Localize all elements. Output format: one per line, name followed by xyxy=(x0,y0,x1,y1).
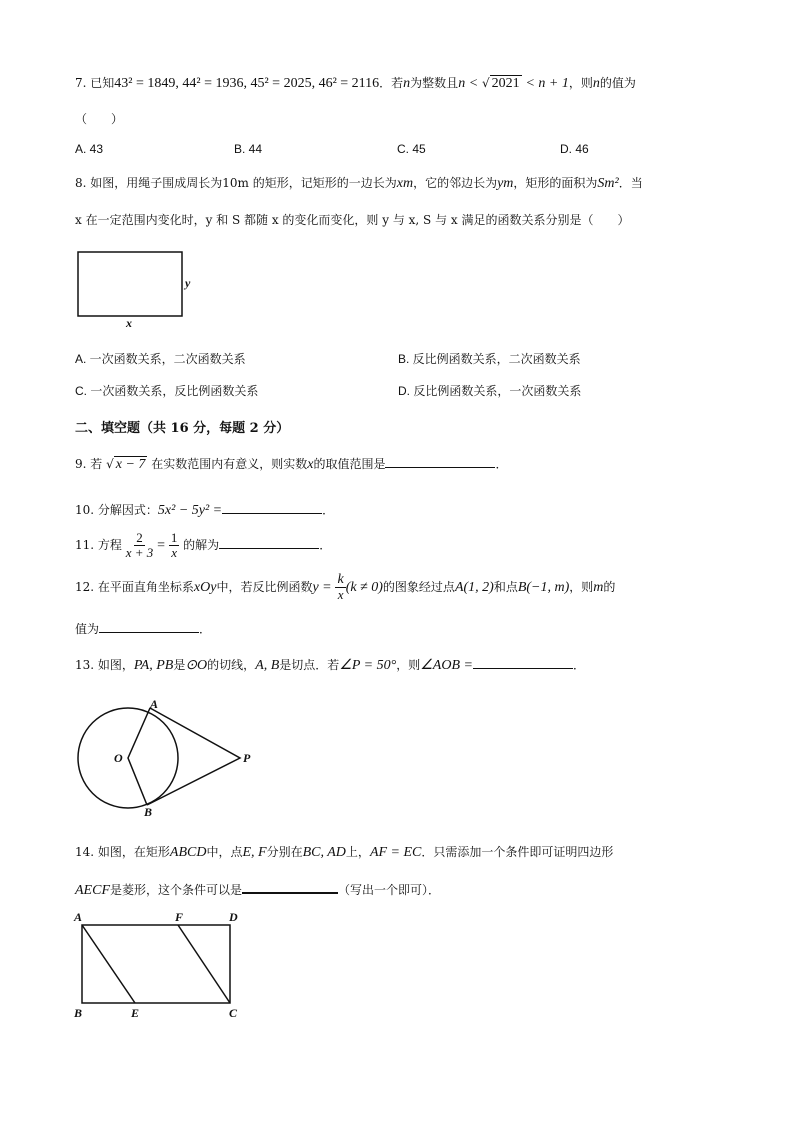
q8-text: 8. 如图，用绳子围成周长为10m 的矩形，记矩形的一边长为 xyxy=(75,176,397,190)
denominator: x xyxy=(337,587,344,602)
q12-text: 12. 在平面直角坐标系 xyxy=(75,580,194,594)
q14-text: 是菱形，这个条件可以是 xyxy=(110,883,243,897)
q7-option-b: B. 44 xyxy=(234,142,263,156)
question-13 xyxy=(75,656,585,674)
q14-text: （写出一个即可）． xyxy=(338,883,441,897)
q8-option-d: D. 反比例函数关系，一次函数关系 xyxy=(398,384,582,398)
q11-end: ． xyxy=(319,538,332,552)
q14-afec: AF = EC xyxy=(369,845,422,860)
denominator: x + 3 xyxy=(125,545,154,560)
q13-text: 13. 如图， xyxy=(75,658,134,672)
fig-label-a: A xyxy=(150,697,159,711)
circle-tangent-figure xyxy=(70,695,260,825)
q12-text: 和点 xyxy=(493,580,518,594)
q12-y: y = xyxy=(312,580,332,595)
fraction xyxy=(169,531,180,560)
question-12 xyxy=(75,573,615,602)
q13-angle: ∠P = 50° xyxy=(339,658,397,673)
point-b: B(−1, m) xyxy=(517,580,570,595)
q13-text: 是 xyxy=(173,658,186,672)
q9-text: 的取值范围是 xyxy=(313,457,386,471)
q9-var: x xyxy=(307,457,314,472)
fig-label-d: D xyxy=(229,910,238,924)
fig-label-c: C xyxy=(229,1006,238,1020)
answer-blank[interactable] xyxy=(385,455,495,468)
fig-label-a: A xyxy=(74,910,83,924)
point-a: A(1, 2) xyxy=(454,580,494,595)
answer-blank[interactable] xyxy=(473,656,573,669)
q8-option-c: C. 一次函数关系，反比例函数关系 xyxy=(75,384,259,398)
question-8-line2: x 在一定范围内变化时，y 和 S 都随 x 的变化而变化，则 y 与 x, S 与 x 满足的函数关系分别是（ ） xyxy=(75,213,630,227)
q12-end: ． xyxy=(199,622,212,636)
fraction xyxy=(126,531,154,560)
q7-var: n xyxy=(403,76,411,91)
q14-abcd: ABCD xyxy=(169,845,207,860)
q7-ineq: < n + 1 xyxy=(525,76,569,91)
q11-text: 11. 方程 xyxy=(75,538,122,552)
q11-text: 的解为 xyxy=(183,538,220,552)
numerator: k xyxy=(337,572,344,587)
q14-ef: E, F xyxy=(242,845,267,860)
answer-blank[interactable] xyxy=(242,880,338,894)
fig-label-e: E xyxy=(131,1006,140,1020)
equals: = xyxy=(157,538,166,553)
q7-number: 7. xyxy=(75,76,87,90)
q9-radicand: x − 7 xyxy=(115,457,146,472)
fig-label-b: B xyxy=(74,1006,83,1020)
numerator: 2 xyxy=(136,530,143,545)
q7-text: 为整数且 xyxy=(410,76,459,90)
q14-text: 中，点 xyxy=(206,845,243,859)
q13-circle: ⊙O xyxy=(185,658,208,673)
q12-text: 的 xyxy=(603,580,616,594)
question-11 xyxy=(75,531,331,560)
q10-text: 10. 分解因式： xyxy=(75,503,158,517)
q8-text: ，矩形的面积为 xyxy=(513,176,598,190)
q14-text: 上， xyxy=(345,845,370,859)
q7-text: 的值为 xyxy=(599,76,636,90)
q10-expr: 5x² − 5y² = xyxy=(157,503,223,518)
fig-label-o: O xyxy=(114,751,123,765)
q8-option-a: A. 一次函数关系，二次函数关系 xyxy=(75,352,246,366)
q13-end: ． xyxy=(572,658,585,672)
question-10 xyxy=(75,501,334,519)
question-14 xyxy=(75,843,613,861)
q12-text: ，则 xyxy=(569,580,594,594)
q9-text: 在实数范围内有意义，则实数 xyxy=(151,457,308,471)
q9-text: 9. 若 xyxy=(75,457,103,471)
question-8-line1 xyxy=(75,174,643,192)
q13-aob: ∠AOB = xyxy=(420,658,473,673)
answer-blank[interactable] xyxy=(99,620,199,633)
q12-text: 的图象经过点 xyxy=(382,580,455,594)
question-9: 9. 若 √ x − 7 在实数范围内有意义，则实数x的取值范围是 ． xyxy=(75,457,508,472)
q7-ineq: n < xyxy=(458,76,479,91)
q14-text: ．只需添加一个条件即可证明四边形 xyxy=(421,845,614,859)
q8-text: ．当 xyxy=(618,176,643,190)
q14-bcad: BC, AD xyxy=(302,845,346,860)
question-14-line2 xyxy=(75,880,440,899)
q14-aecf: AECF xyxy=(75,883,110,898)
question-7: 7. 已知43² = 1849, 44² = 1936, 45² = 2025, 46² = 2116．若n为整数且n < √ 2021 < n + 1，则n的值为 xyxy=(75,76,636,91)
rectangle-figure xyxy=(70,245,200,335)
q13-text: 的切线， xyxy=(207,658,256,672)
q8-xm: xm xyxy=(396,176,414,191)
numerator: 1 xyxy=(170,530,178,545)
fraction xyxy=(335,573,345,602)
rhombus-rectangle-figure xyxy=(75,918,240,1013)
q7-var: n xyxy=(592,76,600,91)
q13-text: ，则 xyxy=(396,658,421,672)
question-12-line2 xyxy=(75,620,211,637)
q10-end: ． xyxy=(322,503,335,517)
q8-sm: Sm² xyxy=(597,176,619,191)
q8-option-b: B. 反比例函数关系，二次函数关系 xyxy=(398,352,581,366)
denominator: x xyxy=(171,545,177,560)
q7-text: ．若 xyxy=(379,76,404,90)
q14-text: 14. 如图，在矩形 xyxy=(75,845,170,859)
answer-blank[interactable] xyxy=(222,501,322,514)
q12-text: 值为 xyxy=(75,622,100,636)
section-heading: 二、填空题（共 16 分，每题 2 分） xyxy=(75,421,290,436)
q13-pab: PA, PB xyxy=(133,658,174,673)
q14-text: 分别在 xyxy=(266,845,303,859)
q9-end: ． xyxy=(495,457,508,471)
q7-answer-paren: （ ） xyxy=(75,112,124,126)
fig-label-y: y xyxy=(185,276,191,290)
q7-text: ，则 xyxy=(568,76,593,90)
answer-blank[interactable] xyxy=(219,536,319,549)
q8-text: ，它的邻边长为 xyxy=(413,176,498,190)
q7-option-d: D. 46 xyxy=(560,142,589,156)
q7-text: 已知 xyxy=(90,76,115,90)
fig-label-x: x xyxy=(126,316,132,330)
q7-option-c: C. 45 xyxy=(397,142,426,156)
q7-radicand: 2021 xyxy=(491,76,520,91)
q12-cond: (k ≠ 0) xyxy=(345,580,383,595)
q13-ab: A, B xyxy=(255,658,280,673)
fig-label-b: B xyxy=(144,805,153,819)
q8-ym: ym xyxy=(497,176,514,191)
q12-text: 中，若反比例函数 xyxy=(216,580,313,594)
q7-option-a: A. 43 xyxy=(75,142,104,156)
q7-equations: 43² = 1849, 44² = 1936, 45² = 2025, 46² = 2116 xyxy=(114,76,380,91)
fig-label-f: F xyxy=(175,910,184,924)
fig-label-p: P xyxy=(243,751,251,765)
q13-text: 是切点．若 xyxy=(279,658,340,672)
q12-xoy: xOy xyxy=(193,580,217,595)
q12-var: m xyxy=(593,580,604,595)
